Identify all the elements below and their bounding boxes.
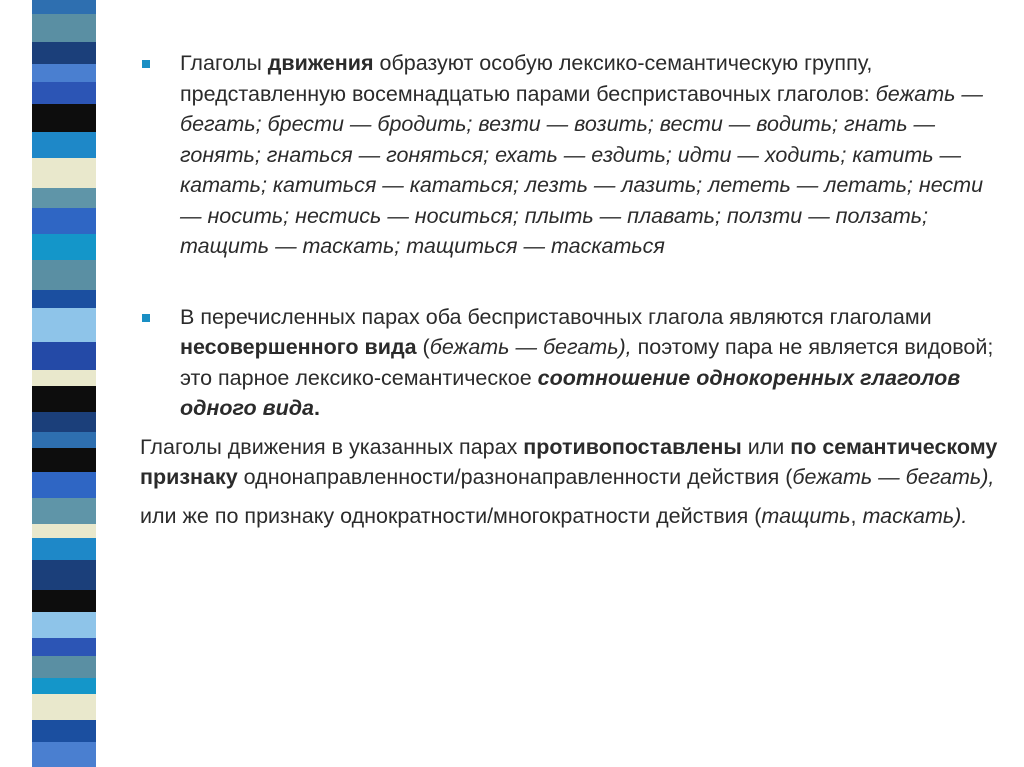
bold-term-motion: движения — [267, 51, 374, 75]
text-run: образуют особую лексико-семантическую группу, представленную восемнадцатью парами бесприставочных глаголов: — [180, 51, 876, 106]
text-run: ( — [416, 335, 430, 359]
example-verb: таскать). — [862, 503, 968, 528]
stripe-band — [32, 524, 96, 538]
paragraph-semantic-opposition — [140, 432, 1000, 493]
stripe-band — [32, 448, 96, 472]
bold-term-imperfective: несовершенного вида — [180, 335, 417, 359]
stripe-band — [32, 342, 96, 370]
stripe-band — [32, 64, 96, 82]
stripe-band — [32, 82, 96, 104]
slide-content — [140, 48, 1000, 539]
stripe-band — [32, 432, 96, 448]
stripe-band — [32, 104, 96, 132]
stripe-band — [32, 308, 96, 342]
bold-term-opposed: противопоставлены — [523, 434, 742, 459]
verb-pairs-list: бежать — бегать; брести — бродить; везти — возить; вести — водить; гнать — гонять; гнаться — гоняться; ехать — ездить; идти — ходить; катить — катать; катиться — кататься; лезть — лазить; лететь — летать; нести — носить; нестись — носиться; плыть — плавать; ползти — ползать; тащить — таскать; тащиться — таскаться — [180, 81, 984, 258]
bold-italic-term-correlation: соотношение однокоренных глаголов одного вида — [180, 365, 961, 420]
text-run-period: . — [313, 396, 320, 420]
text-run: Глаголы движения в указанных парах — [140, 434, 524, 459]
stripe-band — [32, 720, 96, 742]
stripe-band — [32, 158, 96, 188]
example-pair: бежать — бегать), — [429, 335, 632, 359]
stripe-band — [32, 370, 96, 386]
bullet-square-icon — [142, 314, 150, 322]
stripe-band — [32, 234, 96, 260]
stripe-band — [32, 260, 96, 290]
stripe-band — [32, 412, 96, 432]
stripe-band — [32, 612, 96, 638]
text-run: или же по признаку однократности/многократности действия ( — [140, 503, 762, 528]
paragraph-frequency — [140, 501, 1000, 532]
text-run: Глаголы — [180, 51, 268, 75]
stripe-band — [32, 14, 96, 42]
stripe-band — [32, 290, 96, 308]
stripe-band — [32, 386, 96, 412]
stripe-band — [32, 132, 96, 158]
example-pair: бежать — бегать), — [792, 465, 995, 489]
stripe-band — [32, 498, 96, 524]
paragraph-imperfective-aspect — [140, 302, 1000, 424]
text-run: , — [850, 503, 863, 528]
example-verb: тащить — [761, 503, 851, 528]
bullet-square-icon — [142, 60, 150, 68]
paragraph-motion-verbs-group — [140, 48, 1000, 262]
stripe-band — [32, 0, 96, 14]
stripe-band — [32, 742, 96, 767]
stripe-band — [32, 694, 96, 720]
stripe-band — [32, 188, 96, 208]
stripe-band — [32, 638, 96, 656]
stripe-band — [32, 208, 96, 234]
text-run: или — [741, 434, 791, 459]
stripe-band — [32, 678, 96, 694]
stripe-band — [32, 472, 96, 498]
text-run: В перечисленных парах оба бесприставочных глагола являются глаголами — [180, 304, 932, 329]
stripe-band — [32, 590, 96, 612]
stripe-band — [32, 538, 96, 560]
text-run: поэтому пара не является видовой; это парное лексико-семантическое — [180, 335, 994, 390]
decorative-stripe — [32, 0, 96, 767]
stripe-band — [32, 42, 96, 64]
stripe-band — [32, 656, 96, 678]
text-run: однонаправленности/разнонаправленности действия ( — [237, 465, 793, 489]
stripe-band — [32, 560, 96, 590]
bold-term-semantic-feature: по семантическому признаку — [140, 434, 998, 489]
